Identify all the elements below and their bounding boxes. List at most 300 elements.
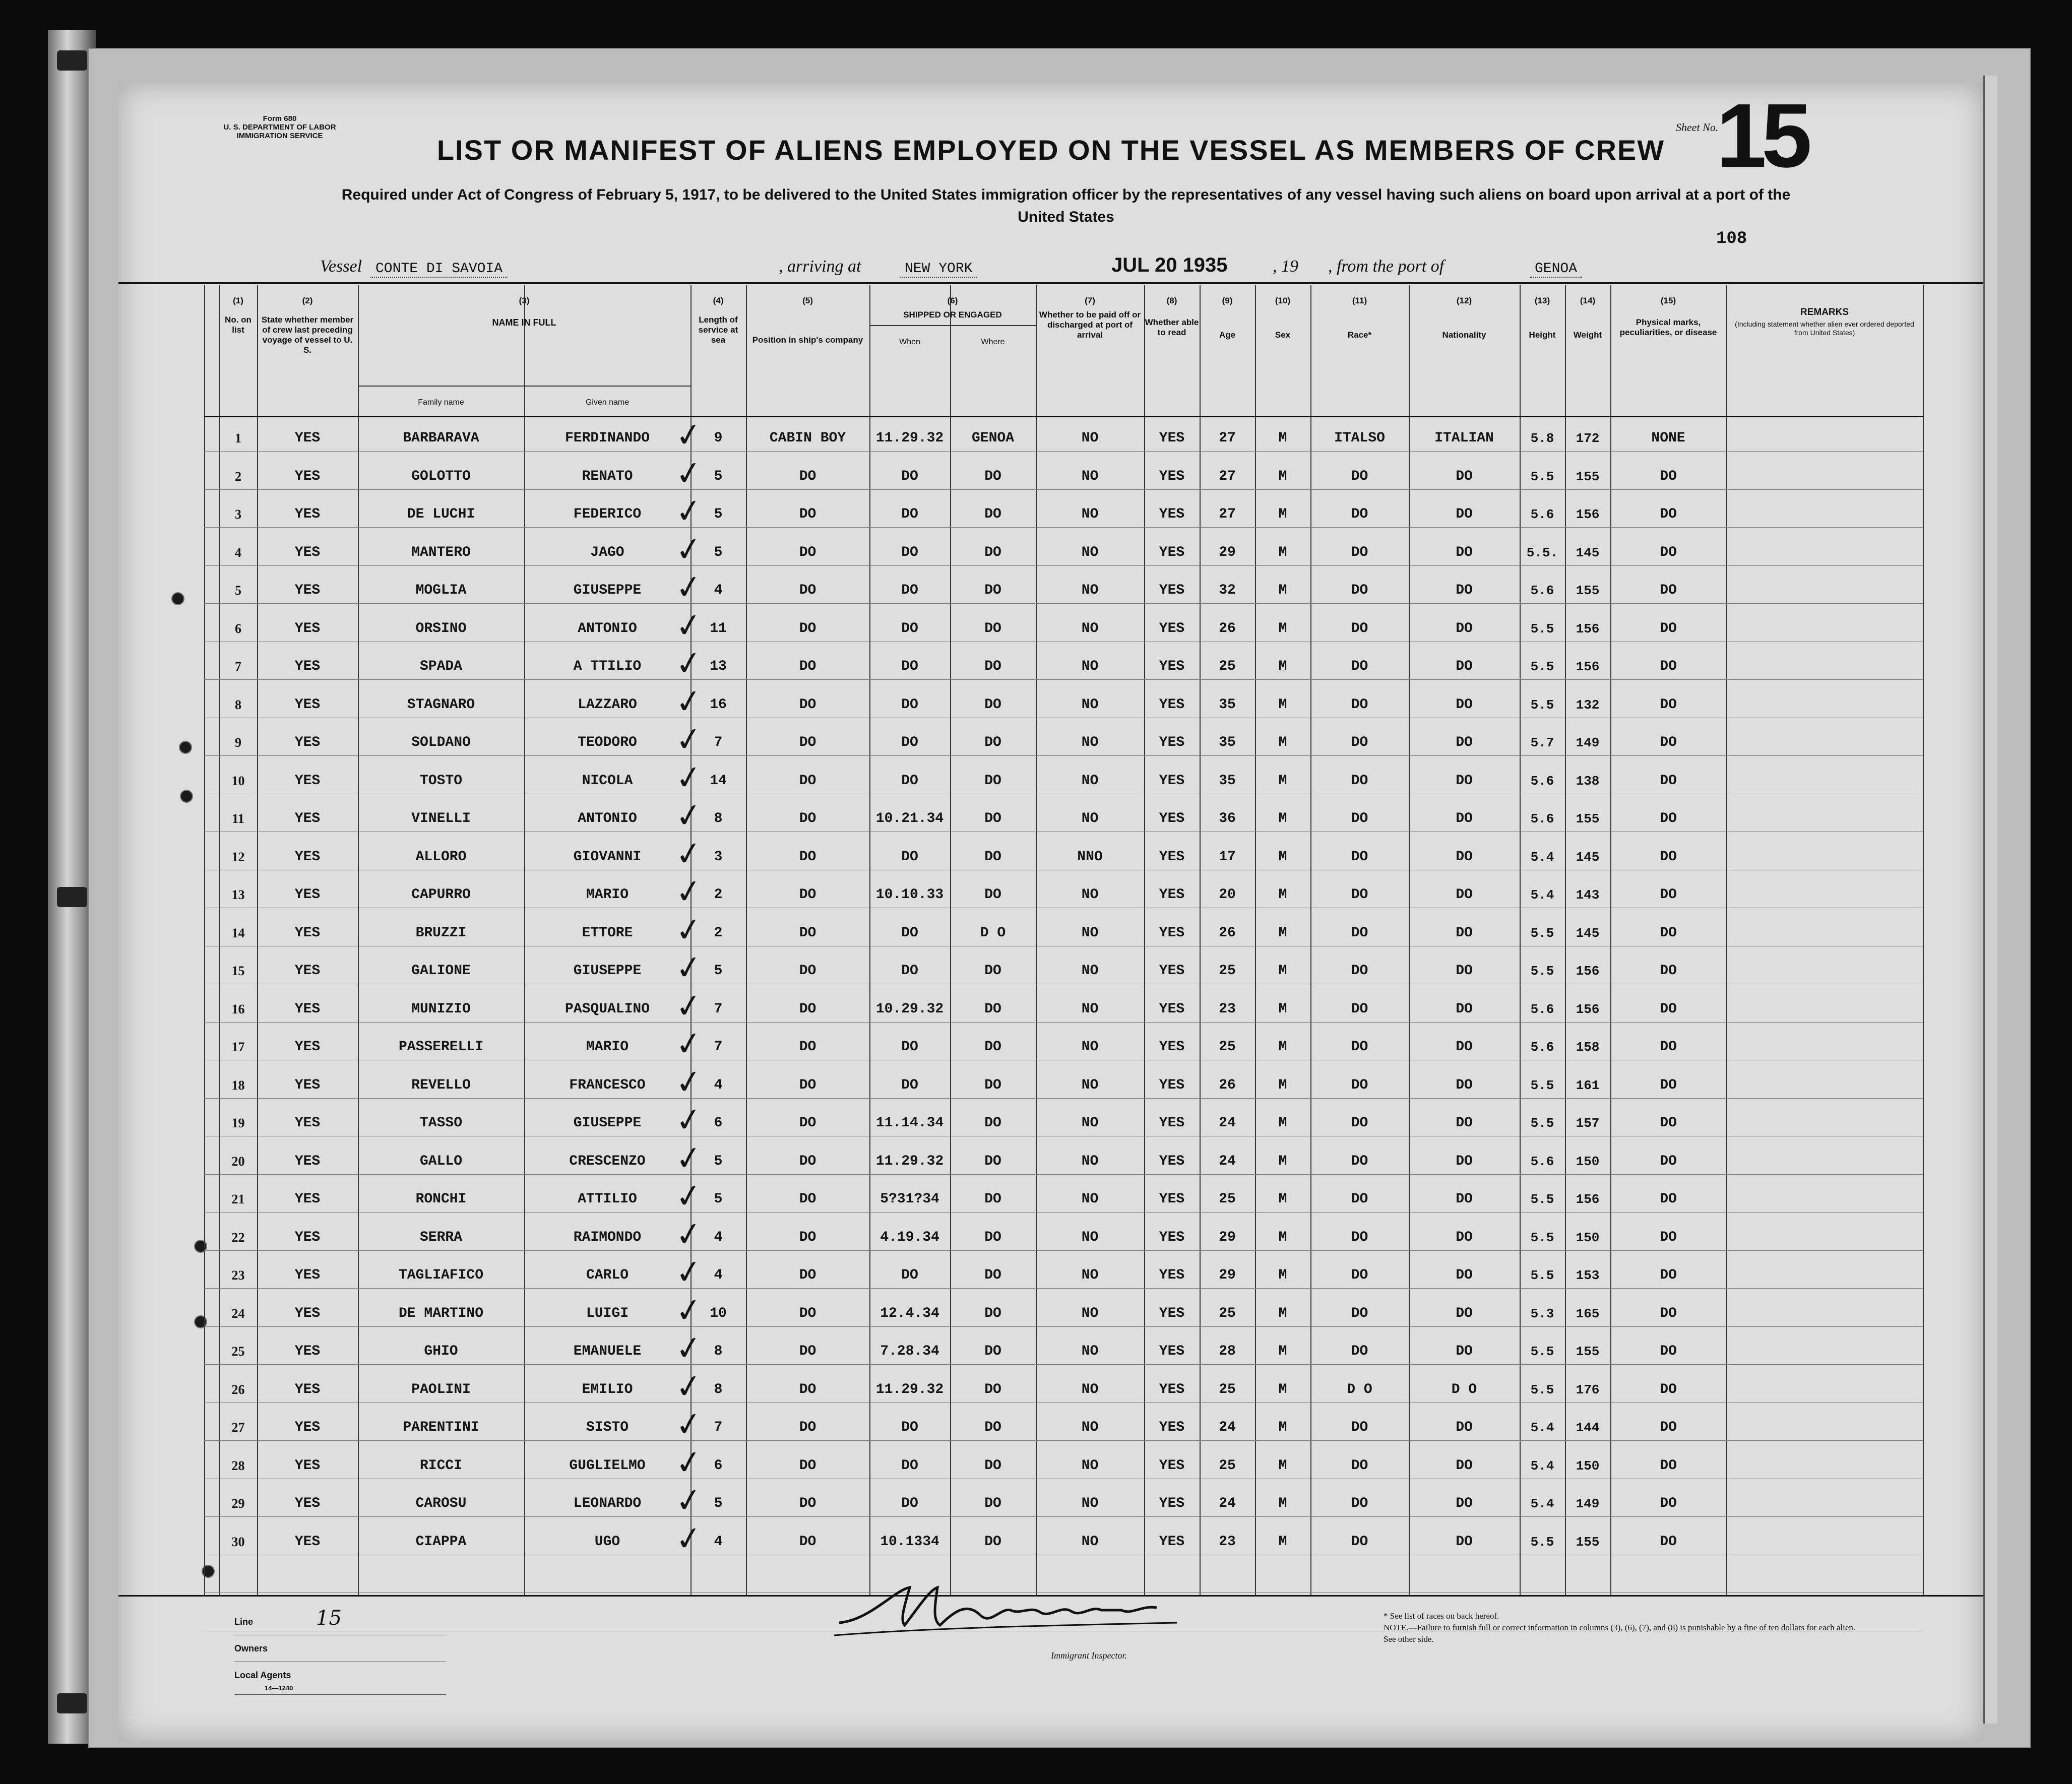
family-name-cell: PASSERELLI bbox=[398, 1039, 484, 1055]
position-cell: DO bbox=[799, 1191, 817, 1207]
family-name-cell: MOGLIA bbox=[415, 583, 467, 598]
service-length-cell: 5 bbox=[714, 963, 723, 979]
height-cell: 5.5 bbox=[1530, 925, 1554, 941]
col-13-number: (13) bbox=[1534, 296, 1550, 305]
shipped-when-cell: DO bbox=[901, 468, 918, 484]
physical-marks-cell: NONE bbox=[1651, 430, 1685, 446]
given-name-cell: RENATO bbox=[582, 468, 633, 484]
voyage-cell: YES bbox=[294, 1001, 321, 1017]
position-cell: DO bbox=[799, 887, 817, 903]
age-cell: 32 bbox=[1219, 583, 1236, 598]
check-mark-icon: ✓ bbox=[673, 1215, 705, 1254]
nationality-cell: DO bbox=[1456, 773, 1473, 789]
physical-marks-cell: DO bbox=[1660, 468, 1677, 484]
service-length-cell: 13 bbox=[710, 659, 727, 674]
given-name-cell: MARIO bbox=[586, 887, 629, 903]
penalty-note: NOTE.—Failure to furnish full or correct information in columns (3), (6), (7), and (8) is punishable by a fine of ten dollars for each alien. See other side. bbox=[1384, 1623, 1856, 1644]
voyage-cell: YES bbox=[294, 544, 321, 560]
paid-off-cell: NO bbox=[1081, 583, 1099, 598]
header-name-in-full: NAME IN FULL bbox=[492, 317, 556, 328]
nationality-cell: DO bbox=[1456, 887, 1473, 903]
row-number: 27 bbox=[231, 1420, 245, 1435]
sex-cell: M bbox=[1278, 1420, 1287, 1435]
shipped-where-cell: DO bbox=[984, 811, 1001, 826]
row-number: 23 bbox=[231, 1268, 245, 1283]
row-number: 8 bbox=[235, 697, 241, 712]
service-length-cell: 8 bbox=[714, 1381, 723, 1397]
check-mark-icon: ✓ bbox=[673, 1367, 705, 1406]
given-name-cell: NICOLA bbox=[582, 773, 633, 789]
paid-off-cell: NO bbox=[1081, 963, 1099, 979]
able-to-read-cell: YES bbox=[1159, 1305, 1185, 1321]
sheet-number: 15 bbox=[1716, 85, 1807, 186]
shipped-when-cell: DO bbox=[901, 620, 918, 636]
row-rule bbox=[204, 755, 1923, 756]
voyage-cell: YES bbox=[294, 1115, 321, 1131]
nationality-cell: DO bbox=[1456, 1229, 1473, 1245]
family-name-cell: CAPURRO bbox=[411, 887, 471, 903]
nationality-cell: DO bbox=[1456, 544, 1473, 560]
height-cell: 5.5 bbox=[1530, 964, 1554, 979]
race-cell: DO bbox=[1351, 468, 1368, 484]
sex-cell: M bbox=[1278, 1267, 1287, 1283]
voyage-cell: YES bbox=[294, 1457, 321, 1474]
position-cell: DO bbox=[799, 1229, 817, 1245]
shipped-when-cell: 11.29.32 bbox=[875, 1153, 944, 1169]
position-cell: DO bbox=[799, 1039, 817, 1055]
sex-cell: M bbox=[1278, 963, 1287, 979]
age-cell: 29 bbox=[1219, 544, 1236, 560]
shipped-when-cell: DO bbox=[901, 1039, 918, 1055]
header-bottom-rule bbox=[204, 416, 1923, 417]
voyage-cell: YES bbox=[294, 468, 321, 484]
shipped-where-cell: DO bbox=[984, 1305, 1001, 1321]
service-length-cell: 4 bbox=[714, 1077, 723, 1093]
shipped-where-cell: DO bbox=[984, 963, 1001, 979]
age-cell: 17 bbox=[1219, 849, 1236, 865]
service-length-cell: 5 bbox=[714, 1496, 723, 1511]
able-to-read-cell: YES bbox=[1159, 1191, 1185, 1207]
height-cell: 5.5 bbox=[1530, 697, 1554, 713]
able-to-read-cell: YES bbox=[1159, 1496, 1185, 1511]
arrival-date-stamp: JUL 20 1935 bbox=[1111, 254, 1228, 276]
weight-cell: 155 bbox=[1576, 583, 1600, 598]
weight-cell: 150 bbox=[1576, 1230, 1600, 1245]
race-cell: DO bbox=[1351, 506, 1368, 522]
race-cell: DO bbox=[1351, 1115, 1368, 1131]
physical-marks-cell: DO bbox=[1660, 887, 1677, 903]
position-cell: DO bbox=[799, 1344, 817, 1359]
header-position: Position in ship's company bbox=[752, 335, 863, 345]
service-length-cell: 7 bbox=[714, 735, 723, 750]
paid-off-cell: NO bbox=[1081, 1305, 1099, 1321]
able-to-read-cell: YES bbox=[1159, 925, 1185, 941]
age-cell: 29 bbox=[1219, 1229, 1236, 1245]
physical-marks-cell: DO bbox=[1660, 1381, 1677, 1397]
race-cell: DO bbox=[1351, 925, 1368, 941]
voyage-cell: YES bbox=[294, 773, 321, 789]
voyage-cell: YES bbox=[294, 849, 321, 865]
row-number: 20 bbox=[231, 1154, 245, 1169]
age-cell: 23 bbox=[1219, 1001, 1236, 1017]
weight-cell: 176 bbox=[1576, 1382, 1600, 1397]
family-name-cell: GALIONE bbox=[411, 963, 471, 979]
owners-field bbox=[234, 1635, 446, 1662]
position-cell: DO bbox=[799, 1420, 817, 1435]
shipped-when-cell: DO bbox=[901, 1420, 918, 1435]
given-name-cell: ANTONIO bbox=[578, 620, 637, 636]
shipped-where-cell: DO bbox=[984, 1001, 1001, 1017]
sex-cell: M bbox=[1278, 1039, 1287, 1055]
family-name-cell: TOSTO bbox=[419, 773, 462, 789]
given-name-cell: GIOVANNI bbox=[573, 849, 642, 865]
age-cell: 23 bbox=[1219, 1534, 1236, 1550]
service-length-cell: 7 bbox=[714, 1039, 723, 1055]
check-mark-icon: ✓ bbox=[673, 720, 705, 759]
header-remarks-note: (Including statement whether alien ever ordered deported from United States) bbox=[1735, 320, 1914, 337]
weight-cell: 153 bbox=[1576, 1268, 1600, 1283]
position-cell: DO bbox=[799, 1457, 817, 1474]
age-cell: 25 bbox=[1219, 1305, 1236, 1321]
voyage-cell: YES bbox=[294, 1191, 321, 1207]
arrival-port: NEW YORK bbox=[900, 261, 977, 278]
nationality-cell: DO bbox=[1456, 506, 1473, 522]
physical-marks-cell: DO bbox=[1660, 925, 1677, 941]
shipped-when-cell: 5?31?34 bbox=[880, 1191, 939, 1207]
voyage-cell: YES bbox=[294, 1077, 321, 1093]
row-number: 7 bbox=[235, 659, 241, 674]
voyage-cell: YES bbox=[294, 1534, 321, 1550]
paid-off-cell: NO bbox=[1081, 1344, 1099, 1359]
age-cell: 29 bbox=[1219, 1267, 1236, 1283]
physical-marks-cell: DO bbox=[1660, 1457, 1677, 1474]
shipped-where-cell: DO bbox=[984, 696, 1001, 713]
shipped-where-cell: DO bbox=[984, 1229, 1001, 1245]
shipped-when-cell: DO bbox=[901, 696, 918, 713]
row-rule bbox=[204, 1212, 1923, 1213]
service-length-cell: 2 bbox=[714, 925, 723, 941]
given-name-cell: FRANCESCO bbox=[569, 1077, 646, 1093]
shipped-when-cell: DO bbox=[901, 1267, 918, 1283]
given-name-cell: PASQUALINO bbox=[564, 1001, 650, 1017]
given-name-cell: CRESCENZO bbox=[569, 1153, 646, 1169]
service-length-cell: 10 bbox=[710, 1305, 727, 1321]
line-field bbox=[234, 1605, 446, 1635]
weight-cell: 156 bbox=[1576, 659, 1600, 674]
paid-off-cell: NO bbox=[1081, 1420, 1099, 1435]
paid-off-cell: NO bbox=[1081, 1534, 1099, 1550]
header-sub-rule bbox=[869, 325, 1036, 326]
page-title: LIST OR MANIFEST OF ALIENS EMPLOYED ON THE VESSEL AS MEMBERS OF CREW bbox=[436, 134, 1665, 166]
col-14-number: (14) bbox=[1580, 296, 1596, 305]
position-cell: DO bbox=[799, 735, 817, 750]
nationality-cell: DO bbox=[1456, 1039, 1473, 1055]
header-rule bbox=[118, 282, 1983, 284]
height-cell: 5.6 bbox=[1530, 773, 1554, 789]
family-name-cell: SERRA bbox=[419, 1229, 462, 1245]
shipped-when-cell: DO bbox=[901, 544, 918, 560]
paid-off-cell: NO bbox=[1081, 1115, 1099, 1131]
shipped-when-cell: 11.29.32 bbox=[875, 430, 944, 446]
shipped-where-cell: DO bbox=[984, 1457, 1001, 1474]
family-name-cell: SOLDANO bbox=[411, 735, 471, 750]
age-cell: 25 bbox=[1219, 963, 1236, 979]
shipped-where-cell: DO bbox=[984, 1381, 1001, 1397]
row-number: 21 bbox=[231, 1192, 245, 1206]
manifest-sheet bbox=[118, 83, 1983, 1741]
row-rule bbox=[204, 1288, 1923, 1289]
given-name-cell: ETTORE bbox=[582, 925, 633, 941]
voyage-cell: YES bbox=[294, 1305, 321, 1321]
row-number: 18 bbox=[231, 1077, 245, 1093]
physical-marks-cell: DO bbox=[1660, 620, 1677, 636]
header-family-name: Family name bbox=[418, 398, 464, 407]
line-value: 15 bbox=[316, 1607, 342, 1630]
check-mark-icon: ✓ bbox=[673, 986, 705, 1026]
weight-cell: 150 bbox=[1576, 1154, 1600, 1169]
shipped-when-cell: 7.28.34 bbox=[880, 1344, 939, 1359]
position-cell: DO bbox=[799, 1534, 817, 1550]
shipped-where-cell: DO bbox=[984, 620, 1001, 636]
height-cell: 5.5 bbox=[1530, 1268, 1554, 1283]
row-number: 16 bbox=[231, 1001, 245, 1016]
able-to-read-cell: YES bbox=[1159, 773, 1185, 789]
header-sex: Sex bbox=[1275, 330, 1291, 340]
position-cell: DO bbox=[799, 1267, 817, 1283]
age-cell: 28 bbox=[1219, 1344, 1236, 1359]
check-mark-icon: ✓ bbox=[673, 1328, 705, 1368]
age-cell: 27 bbox=[1219, 430, 1236, 446]
service-length-cell: 5 bbox=[714, 1191, 723, 1207]
service-length-cell: 16 bbox=[710, 696, 727, 713]
voyage-cell: YES bbox=[294, 506, 321, 522]
page-subtitle: Required under Act of Congress of February 5, 1917, to be delivered to the United States immigration officer by the representatives of any vessel having such aliens on board upon arrival at a port of the United States bbox=[341, 186, 1791, 225]
height-cell: 5.5 bbox=[1530, 469, 1554, 484]
shipped-where-cell: DO bbox=[984, 735, 1001, 750]
position-cell: DO bbox=[799, 659, 817, 674]
sex-cell: M bbox=[1278, 1191, 1287, 1207]
able-to-read-cell: YES bbox=[1159, 430, 1185, 446]
sex-cell: M bbox=[1278, 468, 1287, 484]
sex-cell: M bbox=[1278, 811, 1287, 826]
nationality-cell: DO bbox=[1456, 925, 1473, 941]
physical-marks-cell: DO bbox=[1660, 659, 1677, 674]
service-length-cell: 3 bbox=[714, 849, 723, 865]
able-to-read-cell: YES bbox=[1159, 506, 1185, 522]
physical-marks-cell: DO bbox=[1660, 1077, 1677, 1093]
voyage-cell: YES bbox=[294, 811, 321, 826]
service-length-cell: 5 bbox=[714, 1153, 723, 1169]
height-cell: 5.5. bbox=[1526, 545, 1558, 560]
header-where: Where bbox=[981, 338, 1005, 346]
row-number: 19 bbox=[231, 1116, 245, 1130]
family-name-cell: ALLORO bbox=[415, 849, 467, 865]
able-to-read-cell: YES bbox=[1159, 1457, 1185, 1474]
shipped-where-cell: DO bbox=[984, 849, 1001, 865]
weight-cell: 155 bbox=[1576, 469, 1600, 484]
height-cell: 5.6 bbox=[1530, 1154, 1554, 1169]
row-number: 13 bbox=[231, 887, 245, 902]
race-cell: DO bbox=[1351, 1001, 1368, 1017]
weight-cell: 145 bbox=[1576, 545, 1600, 560]
nationality-cell: DO bbox=[1456, 735, 1473, 750]
shipped-when-cell: 10.29.32 bbox=[875, 1001, 944, 1017]
weight-cell: 149 bbox=[1576, 735, 1600, 750]
shipped-where-cell: DO bbox=[984, 1344, 1001, 1359]
able-to-read-cell: YES bbox=[1159, 849, 1185, 865]
row-number: 17 bbox=[231, 1040, 245, 1054]
voyage-cell: YES bbox=[294, 1496, 321, 1511]
age-cell: 26 bbox=[1219, 1077, 1236, 1093]
race-cell: DO bbox=[1351, 1077, 1368, 1093]
agents-field bbox=[234, 1662, 446, 1695]
shipped-where-cell: DO bbox=[984, 1153, 1001, 1169]
position-cell: DO bbox=[799, 1001, 817, 1017]
nationality-cell: ITALIAN bbox=[1434, 430, 1494, 446]
weight-cell: 144 bbox=[1576, 1420, 1600, 1435]
departure-port: GENOA bbox=[1530, 261, 1582, 278]
voyage-cell: YES bbox=[294, 963, 321, 979]
given-name-cell: LEONARDO bbox=[573, 1496, 642, 1511]
sex-cell: M bbox=[1278, 1457, 1287, 1474]
shipped-when-cell: DO bbox=[901, 1496, 918, 1511]
given-name-cell: TEODORO bbox=[578, 735, 637, 750]
header-age: Age bbox=[1219, 330, 1236, 340]
paid-off-cell: NO bbox=[1081, 1191, 1099, 1207]
able-to-read-cell: YES bbox=[1159, 1534, 1185, 1550]
able-to-read-cell: YES bbox=[1159, 1420, 1185, 1435]
position-cell: DO bbox=[799, 849, 817, 865]
shipped-where-cell: DO bbox=[984, 1115, 1001, 1131]
weight-cell: 158 bbox=[1576, 1040, 1600, 1055]
physical-marks-cell: DO bbox=[1660, 1191, 1677, 1207]
nationality-cell: DO bbox=[1456, 849, 1473, 865]
binder-clip bbox=[57, 50, 87, 71]
physical-marks-cell: DO bbox=[1660, 963, 1677, 979]
nationality-cell: DO bbox=[1456, 1153, 1473, 1169]
voyage-cell: YES bbox=[294, 1229, 321, 1245]
paid-off-cell: NO bbox=[1081, 1077, 1099, 1093]
able-to-read-cell: YES bbox=[1159, 1267, 1185, 1283]
physical-marks-cell: DO bbox=[1660, 735, 1677, 750]
sex-cell: M bbox=[1278, 1496, 1287, 1511]
check-mark-icon: ✓ bbox=[673, 530, 705, 569]
position-cell: DO bbox=[799, 963, 817, 979]
service-length-cell: 5 bbox=[714, 544, 723, 560]
paid-off-cell: NO bbox=[1081, 659, 1099, 674]
shipped-when-cell: 10.10.33 bbox=[875, 887, 944, 903]
race-cell: DO bbox=[1351, 1191, 1368, 1207]
paid-off-cell: NO bbox=[1081, 468, 1099, 484]
weight-cell: 156 bbox=[1576, 507, 1600, 522]
service-length-cell: 4 bbox=[714, 583, 723, 598]
height-cell: 5.5 bbox=[1530, 1077, 1554, 1093]
age-cell: 24 bbox=[1219, 1420, 1236, 1435]
paid-off-cell: NO bbox=[1081, 887, 1099, 903]
age-cell: 25 bbox=[1219, 1457, 1236, 1474]
weight-cell: 150 bbox=[1576, 1458, 1600, 1474]
check-mark-icon: ✓ bbox=[673, 1176, 705, 1216]
given-name-cell: SISTO bbox=[586, 1420, 629, 1435]
race-cell: DO bbox=[1351, 735, 1368, 750]
position-cell: DO bbox=[799, 1381, 817, 1397]
check-mark-icon: ✓ bbox=[673, 834, 705, 873]
row-number: 28 bbox=[231, 1458, 245, 1473]
row-rule bbox=[204, 527, 1923, 528]
family-name-cell: GHIO bbox=[424, 1344, 458, 1359]
height-cell: 5.6 bbox=[1530, 507, 1554, 522]
age-cell: 27 bbox=[1219, 468, 1236, 484]
service-length-cell: 7 bbox=[714, 1001, 723, 1017]
given-name-cell: UGO bbox=[594, 1534, 620, 1550]
shipped-when-cell: 12.4.34 bbox=[880, 1305, 939, 1321]
physical-marks-cell: DO bbox=[1660, 811, 1677, 826]
weight-cell: 138 bbox=[1576, 773, 1600, 789]
col-6-number: (6) bbox=[947, 296, 958, 305]
weight-cell: 157 bbox=[1576, 1116, 1600, 1131]
sex-cell: M bbox=[1278, 506, 1287, 522]
row-number: 14 bbox=[231, 925, 245, 940]
position-cell: DO bbox=[799, 696, 817, 713]
height-cell: 5.6 bbox=[1530, 583, 1554, 598]
shipped-where-cell: DO bbox=[984, 583, 1001, 598]
nationality-cell: DO bbox=[1456, 811, 1473, 826]
col-5-number: (5) bbox=[802, 296, 813, 305]
able-to-read-cell: YES bbox=[1159, 659, 1185, 674]
height-cell: 5.4 bbox=[1530, 849, 1554, 865]
physical-marks-cell: DO bbox=[1660, 1305, 1677, 1321]
physical-marks-cell: DO bbox=[1660, 1534, 1677, 1550]
age-cell: 25 bbox=[1219, 1039, 1236, 1055]
family-name-cell: SPADA bbox=[419, 659, 462, 674]
voyage-cell: YES bbox=[294, 620, 321, 636]
inspector-signature bbox=[829, 1575, 1182, 1650]
sex-cell: M bbox=[1278, 1344, 1287, 1359]
check-mark-icon: ✓ bbox=[673, 682, 705, 721]
race-cell: DO bbox=[1351, 1420, 1368, 1435]
physical-marks-cell: DO bbox=[1660, 506, 1677, 522]
given-name-cell: MARIO bbox=[586, 1039, 629, 1055]
given-name-cell: A TTILIO bbox=[573, 659, 642, 674]
able-to-read-cell: YES bbox=[1159, 1381, 1185, 1397]
able-to-read-cell: YES bbox=[1159, 887, 1185, 903]
race-cell: DO bbox=[1351, 544, 1368, 560]
owners-label: Owners bbox=[234, 1643, 268, 1653]
service-name: IMMIGRATION SERVICE bbox=[236, 132, 323, 140]
shipped-when-cell: DO bbox=[901, 849, 918, 865]
race-cell: DO bbox=[1351, 1344, 1368, 1359]
able-to-read-cell: YES bbox=[1159, 468, 1185, 484]
voyage-cell: YES bbox=[294, 696, 321, 713]
check-mark-icon: ✓ bbox=[673, 567, 705, 607]
races-note: * See list of races on back hereof. bbox=[1384, 1611, 1499, 1621]
family-name-cell: MUNIZIO bbox=[411, 1001, 471, 1017]
family-name-cell: PARENTINI bbox=[403, 1420, 479, 1435]
row-rule bbox=[204, 603, 1923, 604]
age-cell: 24 bbox=[1219, 1153, 1236, 1169]
race-cell: DO bbox=[1351, 1153, 1368, 1169]
service-length-cell: 4 bbox=[714, 1267, 723, 1283]
col-10-number: (10) bbox=[1275, 296, 1291, 305]
family-name-cell: RONCHI bbox=[415, 1191, 467, 1207]
department-name: U. S. DEPARTMENT OF LABOR bbox=[223, 123, 336, 132]
age-cell: 25 bbox=[1219, 1191, 1236, 1207]
shipped-when-cell: DO bbox=[901, 1077, 918, 1093]
sex-cell: M bbox=[1278, 1534, 1287, 1550]
age-cell: 26 bbox=[1219, 620, 1236, 636]
nationality-cell: DO bbox=[1456, 1344, 1473, 1359]
row-number: 22 bbox=[231, 1230, 245, 1245]
